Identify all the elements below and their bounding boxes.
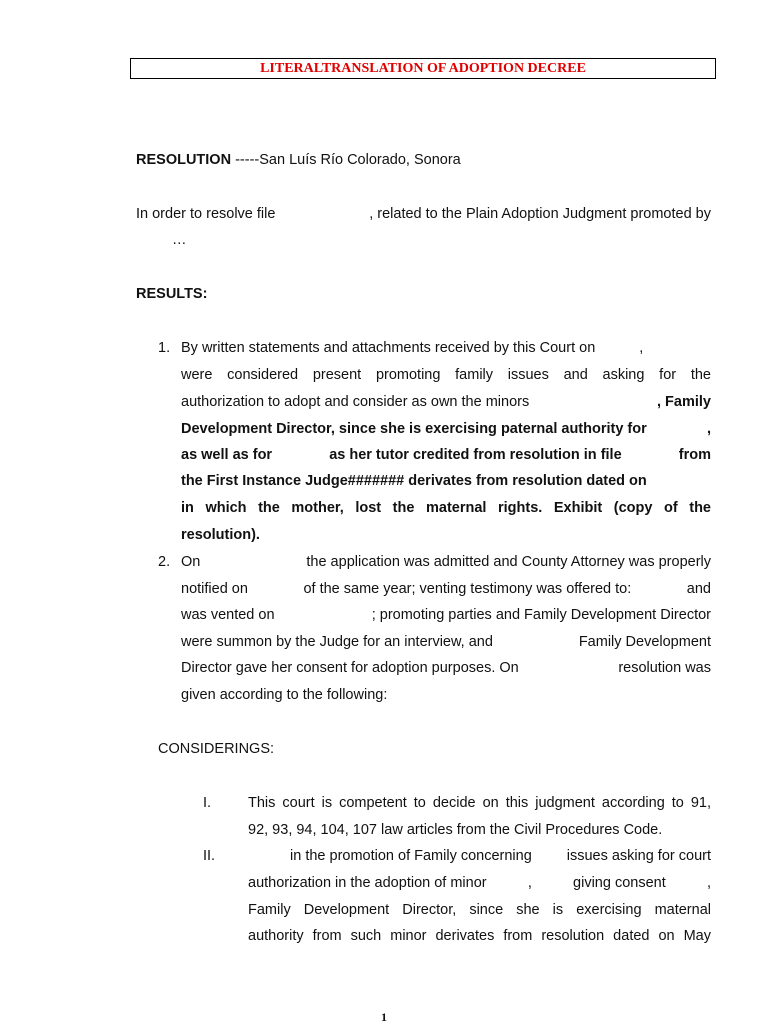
item-1-line-3 <box>181 394 711 410</box>
item-2-line-3-b: ; promoting parties and Family Development Director <box>371 607 711 623</box>
item-2-line-4 <box>181 634 711 650</box>
item-2-line-5 <box>181 660 711 676</box>
item-2-line-2-c: and <box>686 581 711 597</box>
item-1-line-1-comma: , <box>639 340 644 356</box>
considering-2-line-2-a: authorization in the adoption of minor <box>248 875 487 891</box>
resolution-line <box>136 152 461 168</box>
considering-2-line-1-b: issues asking for court <box>566 848 711 864</box>
item-1-line-4 <box>181 421 711 437</box>
item-1-line-7: in which the mother, lost the maternal rights. Exhibit (copy of the <box>181 500 711 516</box>
item-1-line-2: were considered present promoting family issues and asking for the <box>181 367 711 383</box>
item-1-line-1-text: By written statements and attachments received by this Court on <box>181 340 596 356</box>
item-2-line-5-a: Director gave her consent for adoption purposes. On <box>181 660 519 676</box>
item-1-line-6: the First Instance Judge####### derivates from resolution dated on <box>181 473 647 489</box>
item-2-line-2-a: notified on <box>181 581 248 597</box>
item-1-line-3-bold: , Family <box>657 394 711 410</box>
considering-2-line-3: Family Development Director, since she is exercising maternal <box>248 902 711 918</box>
item-2-line-4-a: were summon by the Judge for an interview, and <box>181 634 493 650</box>
item-2-line-6: given according to the following: <box>181 687 388 703</box>
considering-2-line-2 <box>248 875 711 891</box>
considering-2-line-2-d: , <box>706 875 711 891</box>
item-1-line-3-text: authorization to adopt and consider as own the minors <box>181 394 530 410</box>
considering-1-number: I. <box>203 795 212 811</box>
resolution-label: RESOLUTION <box>136 152 232 168</box>
considering-2-line-2-b: , <box>527 875 532 891</box>
item-2-line-4-b: Family Development <box>578 634 711 650</box>
item-1-line-5-c: from <box>678 447 711 463</box>
considering-2-number: II. <box>203 848 216 864</box>
considering-2-line-1-a: in the promotion of Family concerning <box>290 848 532 864</box>
item-1-line-5 <box>181 447 711 463</box>
item-2-line-3-a: was vented on <box>181 607 275 623</box>
considering-2-line-2-c: giving consent <box>573 875 666 891</box>
considering-1-line-2: 92, 93, 94, 104, 107 law articles from the Civil Procedures Code. <box>248 822 663 838</box>
considerings-heading: CONSIDERINGS: <box>158 741 275 757</box>
intro-text-b: , related to the Plain Adoption Judgment promoted by <box>369 206 711 222</box>
item-2-line-2 <box>181 581 711 597</box>
item-1-line-5-b: as her tutor credited from resolution in file <box>329 447 622 463</box>
item-2-line-2-b: of the same year; venting testimony was offered to: <box>303 581 632 597</box>
considering-1-line-1: This court is competent to decide on this judgment according to 91, <box>248 795 711 811</box>
item-1-line-5-a: as well as for <box>181 447 273 463</box>
document-title: LITERALTRANSLATION OF ADOPTION DECREE <box>260 61 586 76</box>
item-1-line-1 <box>181 340 643 356</box>
intro-text-a: In order to resolve file <box>136 206 276 222</box>
item-2-line-3 <box>181 607 711 623</box>
item-2-number: 2. <box>158 554 171 570</box>
page-number: 1 <box>381 1010 387 1024</box>
item-2-line-1-b: the application was admitted and County Attorney was properly <box>306 554 711 570</box>
item-2-line-1-a: On <box>181 554 201 570</box>
item-1-line-4-comma: , <box>706 421 711 437</box>
item-2-line-1 <box>181 554 711 570</box>
item-1-number: 1. <box>158 340 171 356</box>
item-1-line-8: resolution). <box>181 527 260 543</box>
document-title-box <box>130 58 716 79</box>
results-heading: RESULTS: <box>136 286 208 302</box>
intro-line-2: … <box>172 232 187 248</box>
intro-line-1 <box>136 206 711 222</box>
considering-2-line-4: authority from such minor derivates from resolution dated on May <box>248 928 711 944</box>
item-2-line-5-b: resolution was <box>618 660 711 676</box>
considering-2-line-1 <box>290 848 711 864</box>
resolution-text: -----San Luís Río Colorado, Sonora <box>231 152 461 168</box>
item-1-line-4-text: Development Director, since she is exercising paternal authority for <box>181 421 647 437</box>
